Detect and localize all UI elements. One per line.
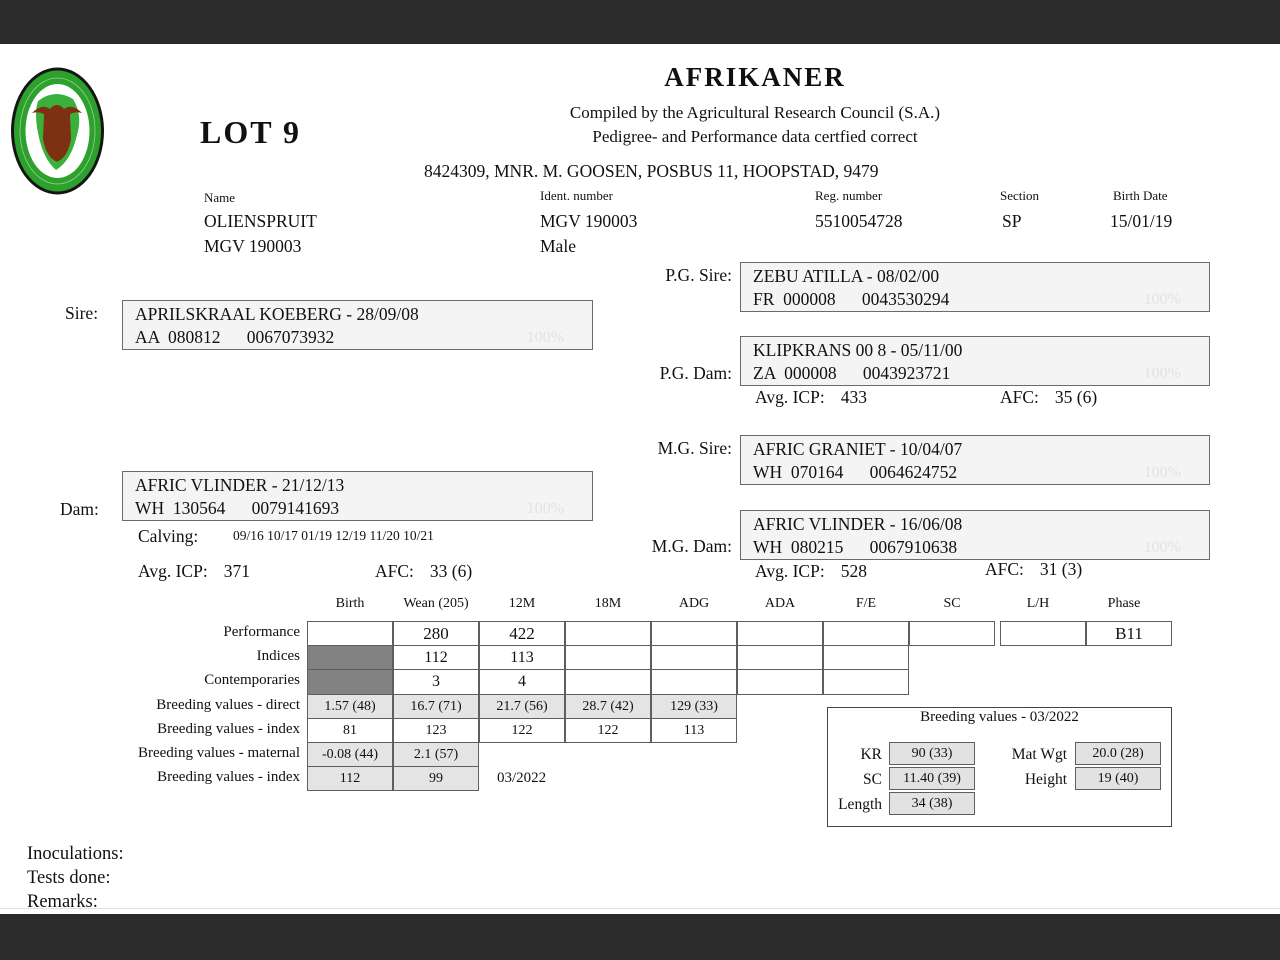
- dam-label: Dam:: [60, 499, 99, 519]
- dam-percentage: 100%: [526, 500, 564, 517]
- breeding-value-cell: 19 (40): [1075, 767, 1161, 790]
- table-column-header: Birth: [335, 596, 365, 611]
- breeding-value-cell: 90 (33): [889, 742, 975, 765]
- sire-label: Sire:: [65, 303, 99, 323]
- afc-value: 31 (3): [1039, 559, 1083, 579]
- performance-cell: 422: [479, 621, 565, 646]
- performance-cell: 123: [393, 718, 479, 743]
- breeding-value-cell: 34 (38): [889, 792, 975, 815]
- mg-sire-percentage: 100%: [1143, 464, 1181, 481]
- avg-icp-value: 528: [840, 561, 867, 581]
- pg-sire-ids: FR 000008 0043530294: [753, 289, 950, 309]
- pg-dam-name: KLIPKRANS 00 8 - 05/11/00: [753, 340, 963, 360]
- sire-percentage: 100%: [526, 329, 564, 346]
- table-row-label: Indices: [256, 648, 300, 664]
- birth-date-label: Birth Date: [1113, 188, 1168, 203]
- breed-title: AFRIKANER: [664, 62, 846, 92]
- breeding-value-cell: 20.0 (28): [1075, 742, 1161, 765]
- breeding-value-label: Mat Wgt: [1011, 746, 1067, 763]
- page-edge-line: [0, 908, 1280, 909]
- pg-dam-box: [740, 336, 1210, 386]
- afc-label: AFC:: [985, 559, 1024, 579]
- sire-ids: AA 080812 0067073932: [135, 327, 335, 347]
- mg-sire-ids: WH 070164 0064624752: [753, 462, 958, 482]
- birth-date-value: 15/01/19: [1110, 211, 1173, 231]
- performance-cell: [737, 645, 823, 670]
- performance-cell: 21.7 (56): [479, 694, 565, 719]
- performance-cell: [565, 645, 651, 670]
- pg-dam-ids: ZA 000008 0043923721: [753, 363, 951, 383]
- tests-done-label: Tests done:: [27, 868, 111, 888]
- calving-label: Calving:: [138, 526, 199, 546]
- dam-box: [122, 471, 593, 521]
- mg-sire-label: M.G. Sire:: [657, 438, 732, 458]
- mg-dam-avg-icp: [755, 561, 867, 582]
- performance-cell: 113: [479, 645, 565, 670]
- name-label: Name: [204, 190, 236, 205]
- lot-number: LOT 9: [200, 114, 301, 150]
- compiled-line-1: Compiled by the Agricultural Research Council (S.A.): [569, 103, 941, 122]
- performance-cell: [823, 645, 909, 670]
- avg-icp-label: Avg. ICP:: [138, 561, 208, 581]
- sire-name: APRILSKRAAL KOEBERG - 28/09/08: [135, 304, 419, 324]
- table-column-header: ADG: [678, 596, 710, 611]
- table-column-header: 12M: [508, 596, 536, 611]
- performance-cell: [307, 645, 393, 670]
- breeding-value-label: SC: [863, 771, 882, 788]
- mg-dam-label: M.G. Dam:: [651, 536, 732, 556]
- owner-line: 8424309, MNR. M. GOOSEN, POSBUS 11, HOOPSTAD, 9479: [424, 161, 879, 181]
- afc-value: 35 (6): [1054, 387, 1098, 407]
- top-letterbox-bar: [0, 0, 1280, 44]
- performance-cell: 4: [479, 669, 565, 695]
- reg-number-label: Reg. number: [815, 188, 883, 203]
- pg-sire-name: ZEBU ATILLA - 08/02/00: [753, 266, 940, 286]
- performance-cell: [737, 621, 823, 646]
- dam-ids: WH 130564 0079141693: [135, 498, 340, 518]
- table-column-header: Wean (205): [403, 596, 469, 611]
- reg-number-value: 5510054728: [815, 211, 903, 231]
- bottom-letterbox-bar: [0, 914, 1280, 960]
- avg-icp-value: 371: [223, 561, 250, 581]
- mg-dam-afc: [985, 559, 1082, 580]
- performance-cell: 280: [393, 621, 479, 646]
- performance-cell: [307, 621, 393, 646]
- dam-avg-icp: [138, 561, 250, 582]
- performance-cell: B11: [1086, 621, 1172, 646]
- ident-number-value: MGV 190003: [540, 211, 638, 231]
- breeder-society-logo: [10, 66, 105, 201]
- remarks-label: Remarks:: [27, 892, 98, 912]
- performance-cell: [1000, 621, 1086, 646]
- breeding-value-cell: 11.40 (39): [889, 767, 975, 790]
- performance-cell: 2.1 (57): [393, 742, 479, 767]
- calving-values: 09/16 10/17 01/19 12/19 11/20 10/21: [233, 528, 434, 543]
- title-block: [480, 62, 1030, 149]
- performance-cell: [651, 669, 737, 695]
- performance-cell: [307, 669, 393, 695]
- sex-value: Male: [540, 236, 576, 256]
- afc-label: AFC:: [375, 561, 414, 581]
- pg-sire-label: P.G. Sire:: [665, 265, 732, 285]
- table-column-header: Phase: [1107, 596, 1141, 611]
- section-value: SP: [1002, 211, 1022, 231]
- performance-cell: [565, 621, 651, 646]
- performance-cell: 28.7 (42): [565, 694, 651, 719]
- table-column-header: L/H: [1026, 596, 1050, 611]
- table-row-label: Breeding values - index: [157, 721, 300, 737]
- pg-sire-percentage: 100%: [1143, 291, 1181, 308]
- performance-cell: 3: [393, 669, 479, 695]
- table-row-label: Breeding values - index: [157, 769, 300, 785]
- performance-cell: 129 (33): [651, 694, 737, 719]
- performance-cell: 81: [307, 718, 393, 743]
- performance-cell: 122: [479, 718, 565, 743]
- table-row-label: Breeding values - maternal: [137, 745, 300, 761]
- pg-dam-label: P.G. Dam:: [659, 363, 732, 383]
- performance-cell: 113: [651, 718, 737, 743]
- sire-box: [122, 300, 593, 350]
- ident-number-label: Ident. number: [540, 188, 613, 203]
- breeding-values-title: Breeding values - 03/2022: [920, 709, 1079, 725]
- mg-dam-ids: WH 080215 0067910638: [753, 537, 958, 557]
- performance-cell: -0.08 (44): [307, 742, 393, 767]
- performance-cell: 16.7 (71): [393, 694, 479, 719]
- dam-name: AFRIC VLINDER - 21/12/13: [135, 475, 345, 495]
- performance-cell: 1.57 (48): [307, 694, 393, 719]
- dam-afc: [375, 561, 472, 582]
- mg-sire-box: [740, 435, 1210, 485]
- section-label: Section: [1000, 188, 1039, 203]
- performance-cell: [823, 621, 909, 646]
- table-column-header: ADA: [764, 596, 796, 611]
- performance-cell: 112: [393, 645, 479, 670]
- table-column-header: SC: [943, 596, 961, 611]
- table-column-header: 18M: [594, 596, 622, 611]
- breeding-value-label: Length: [838, 796, 882, 813]
- pg-dam-afc: [1000, 387, 1097, 408]
- afc-value: 33 (6): [429, 561, 473, 581]
- animal-name-number: MGV 190003: [204, 236, 302, 256]
- breeding-value-label: KR: [860, 746, 882, 763]
- performance-cell: [823, 669, 909, 695]
- performance-cell: [651, 645, 737, 670]
- mg-sire-name: AFRIC GRANIET - 10/04/07: [753, 439, 963, 459]
- performance-cell: 122: [565, 718, 651, 743]
- performance-cell: [565, 669, 651, 695]
- table-row-label: Performance: [223, 624, 300, 640]
- afc-label: AFC:: [1000, 387, 1039, 407]
- mg-dam-box: [740, 510, 1210, 560]
- pg-dam-percentage: 100%: [1143, 365, 1181, 382]
- table-row-label: Breeding values - direct: [156, 697, 300, 713]
- compiled-line-2: Pedigree- and Performance data certfied correct: [592, 127, 918, 146]
- pg-sire-box: [740, 262, 1210, 312]
- performance-cell: [737, 669, 823, 695]
- avg-icp-value: 433: [840, 387, 867, 407]
- pg-dam-avg-icp: [755, 387, 867, 408]
- performance-cell: [651, 621, 737, 646]
- mg-dam-name: AFRIC VLINDER - 16/06/08: [753, 514, 963, 534]
- table-column-header: F/E: [855, 596, 877, 611]
- table-row-label: Contemporaries: [204, 672, 300, 688]
- inoculations-label: Inoculations:: [27, 844, 124, 864]
- mg-dam-percentage: 100%: [1143, 539, 1181, 556]
- performance-cell: 99: [393, 766, 479, 791]
- animal-name: OLIENSPRUIT: [204, 211, 317, 231]
- breeding-value-label: Height: [1024, 771, 1067, 788]
- avg-icp-label: Avg. ICP:: [755, 561, 825, 581]
- avg-icp-label: Avg. ICP:: [755, 387, 825, 407]
- performance-cell: 112: [307, 766, 393, 791]
- performance-cell: [909, 621, 995, 646]
- cattle-logo-icon: [10, 66, 105, 196]
- breeding-values-date-note: 03/2022: [497, 770, 547, 786]
